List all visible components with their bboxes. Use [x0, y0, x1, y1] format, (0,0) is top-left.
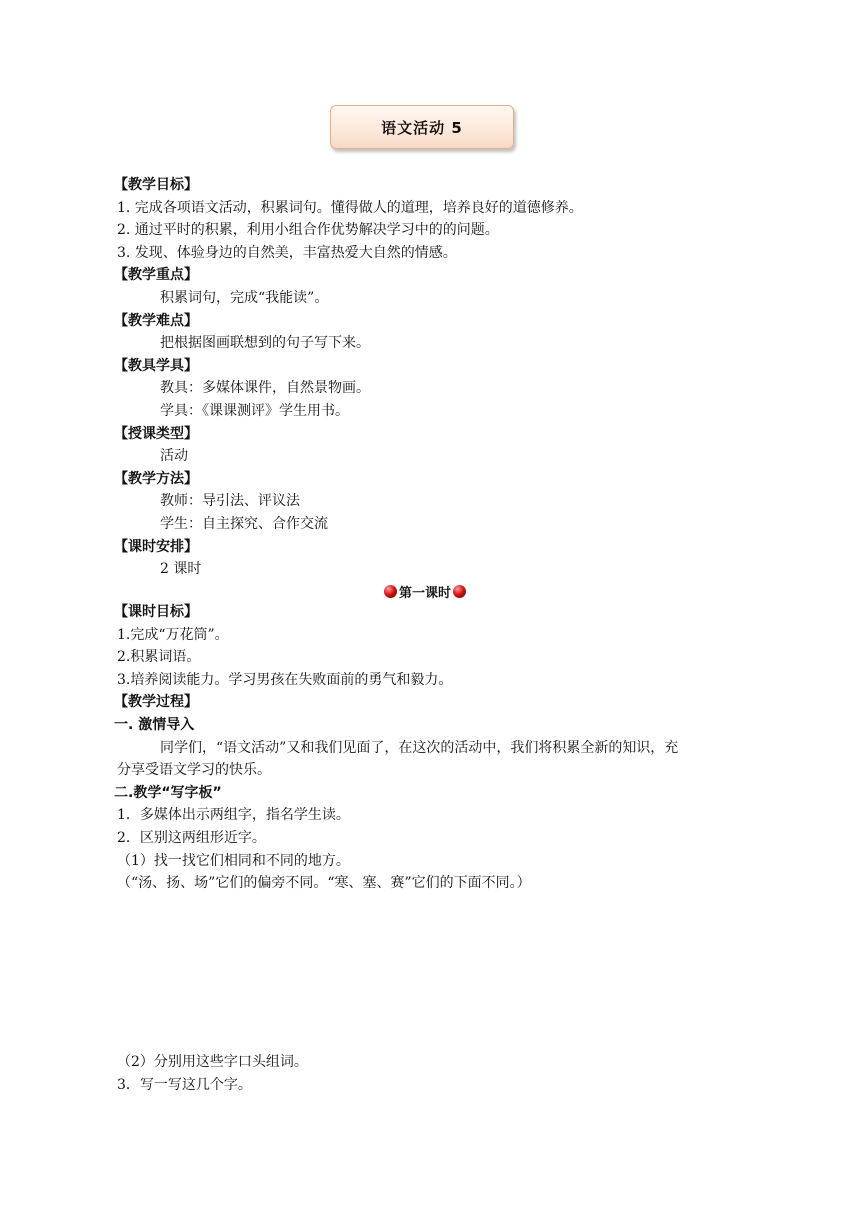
section-heading: 【教具学具】 [114, 357, 198, 374]
text-line: 3.培养阅读能力。学习男孩在失败面前的勇气和毅力。 [117, 671, 453, 688]
text-line: 2.积累词语。 [117, 649, 201, 666]
text-line: 分享受语文学习的快乐。 [117, 762, 271, 779]
text-line: 教师：导引法、评议法 [160, 493, 300, 510]
red-ball-icon [453, 585, 466, 598]
text-line: 1．多媒体出示两组字，指名学生读。 [117, 807, 350, 824]
text-line: 学生：自主探究、合作交流 [160, 516, 328, 532]
section-heading: 【教学目标】 [114, 177, 198, 193]
text-line: 2 课时 [160, 561, 202, 578]
section-heading: 二.教学“写字板” [114, 784, 222, 801]
text-line: 教具：多媒体课件，自然景物画。 [160, 380, 370, 397]
text-line: 积累词句，完成“我能读”。 [160, 290, 329, 306]
text-line: 活动 [160, 448, 188, 465]
text-line: 2．区别这两组形近字。 [117, 830, 266, 846]
text-line: 3．写一写这几个字。 [117, 1076, 252, 1093]
text-line: （“汤、扬、场”它们的偏旁不同。“寒、塞、赛”它们的下面不同。） [117, 875, 531, 892]
text-line: 同学们，“语文活动”又和我们见面了，在这次的活动中，我们将积累全新的知识，充 [160, 739, 679, 756]
text-line: （2）分别用这些字口头组词。 [117, 1054, 308, 1070]
section-heading: 【教学过程】 [114, 694, 198, 711]
text-line: 1.完成“万花筒”。 [117, 626, 229, 643]
document-title: 语文活动 5 [330, 105, 514, 149]
section-heading: 【课时目标】 [114, 604, 198, 620]
text-line: 2. 通过平时的积累，利用小组合作优势解决学习中的的问题。 [117, 222, 499, 239]
session-title: 第一课时 [399, 585, 452, 601]
section-heading: 【教学难点】 [114, 312, 198, 329]
text-line: （1）找一找它们相同和不同的地方。 [117, 852, 350, 869]
section-heading: 【教学方法】 [114, 470, 198, 487]
text-line: 把根据图画联想到的句子写下来。 [160, 335, 370, 352]
section-heading: 一. 激情导入 [114, 717, 195, 733]
red-ball-icon [384, 585, 397, 598]
section-heading: 【教学重点】 [114, 267, 198, 284]
text-line: 3. 发现、体验身边的自然美，丰富热爱大自然的情感。 [117, 244, 457, 261]
section-heading: 【授课类型】 [114, 425, 198, 442]
section-heading: 【课时安排】 [114, 538, 198, 555]
text-line: 学具：《课课测评》学生用书。 [160, 403, 349, 419]
text-line: 1. 完成各项语文活动，积累词句。懂得做人的道理，培养良好的道德修养。 [117, 199, 583, 216]
session-heading [384, 581, 466, 601]
